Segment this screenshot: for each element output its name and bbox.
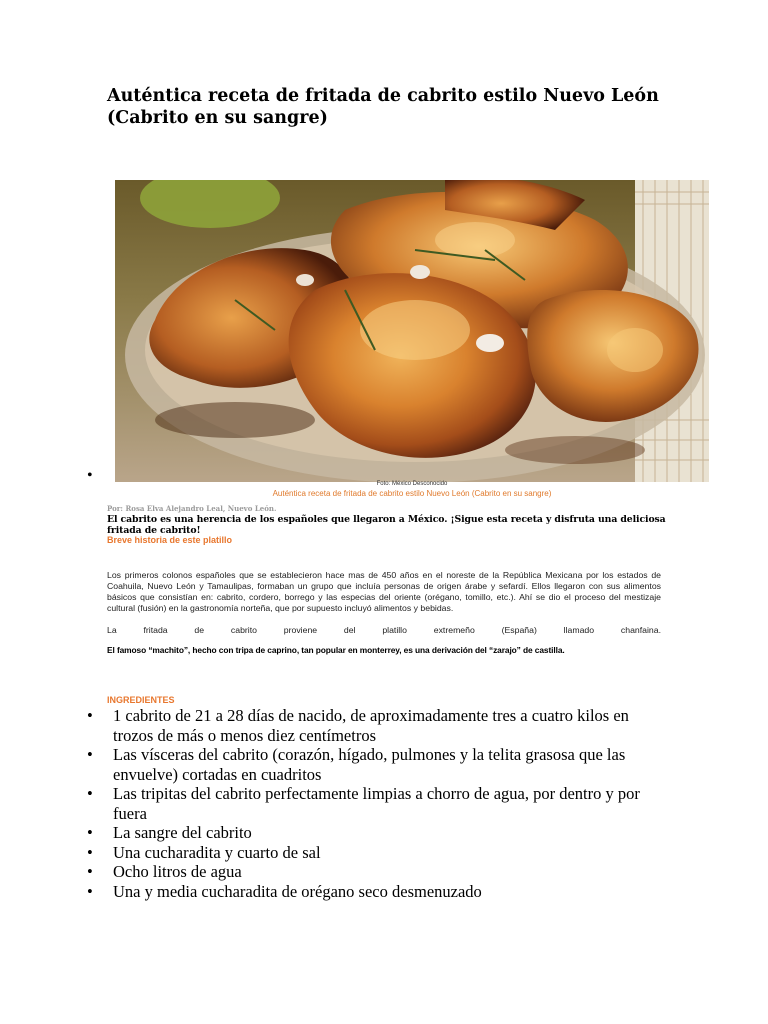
ingredient-item: • 1 cabrito de 21 a 28 días de nacido, de aproximadamente tres a cuatro kilos en trozos de más o menos diez centímetros	[87, 706, 629, 745]
photo-credit: Foto: México Desconocido	[376, 481, 448, 487]
ingredient-item: • La sangre del cabrito	[87, 823, 252, 842]
ingredient-item: • Una cucharadita y cuarto de sal	[87, 842, 321, 862]
author-byline: Por: Rosa Elva Alejandro Leal, Nuevo León.	[107, 504, 277, 513]
page-title: Auténtica receta de fritada de cabrito estilo Nuevo León (Cabrito en su sangre)	[107, 86, 659, 128]
ingredients-list	[87, 706, 667, 901]
photo-bullet: •	[87, 467, 93, 484]
history-paragraph-3: El famoso “machito”, hecho con tripa de caprino, tan popular en monterrey, es una derivación del “zarajo” de castilla.	[107, 645, 565, 655]
history-paragraph-2: La fritada de cabrito proviene del platillo extremeño (España) llamado chanfaina.	[107, 625, 661, 635]
intro-text: El cabrito es una herencia de los españoles que llegaron a México. ¡Sigue esta receta y disfruta una deliciosa fritada de cabrito!	[107, 514, 666, 536]
ingredient-item: • Las vísceras del cabrito (corazón, hígado, pulmones y la telita grasosa que las envuelve) cortadas en cuadritos	[87, 745, 626, 784]
history-heading: Breve historia de este platillo	[107, 535, 233, 545]
ingredient-item: • Ocho litros de agua	[87, 862, 242, 881]
ingredients-heading: INGREDIENTES	[107, 695, 175, 705]
ingredient-item: • Las tripitas del cabrito perfectamente limpias a chorro de agua, por dentro y por fuera	[87, 784, 640, 823]
history-paragraph-1: Los primeros colonos españoles que se establecieron hace mas de 450 años en el noreste de la República Mexicana por los estados de Coahuila, Nuevo León y Tamaulipas, formaban un grupo que incluía personas de origen árabe y sefardí. Ellos llegaron con sus alimentos básicos que consistían en: cabrito, cordero, borrego y las especias del oriente (orégano, tomillo, etc.). Ahí se dio el proceso del mestizaje cultural (fusión) en la gastronomía norteña, que por supuesto incluyó alimentos y bebidas.	[107, 570, 661, 613]
roast-cabrito-photo	[115, 180, 709, 482]
ingredient-item: • Una y media cucharadita de orégano seco desmenuzado	[87, 881, 482, 901]
photo-caption: Auténtica receta de fritada de cabrito estilo Nuevo León (Cabrito en su sangre)	[272, 489, 552, 498]
